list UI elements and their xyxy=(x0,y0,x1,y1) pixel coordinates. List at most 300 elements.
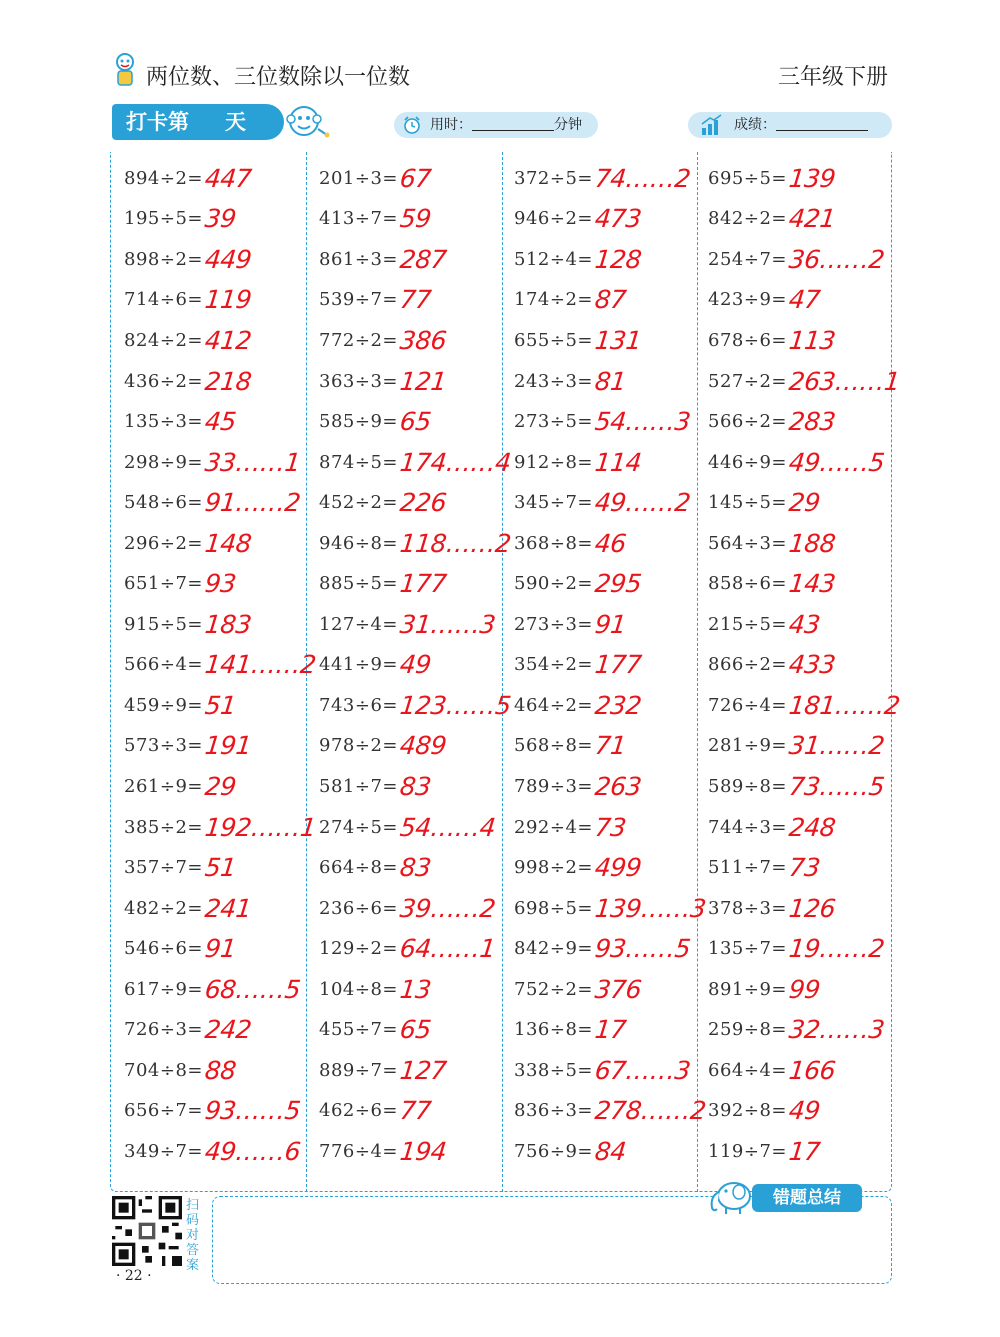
problem-question: 281÷9= xyxy=(708,735,787,757)
problem-row xyxy=(124,280,314,321)
page-title: 两位数、三位数除以一位数 xyxy=(146,65,411,90)
problem-question: 127÷4= xyxy=(319,613,398,635)
problem-row xyxy=(124,766,314,807)
problem-row xyxy=(319,239,509,280)
handwritten-answer: 194 xyxy=(398,1136,448,1166)
problem-question: 726÷3= xyxy=(124,1019,203,1041)
problem-row xyxy=(319,1009,509,1050)
checkin-banner xyxy=(112,104,284,140)
problem-question: 548÷6= xyxy=(124,492,203,514)
handwritten-answer: 51 xyxy=(203,853,238,883)
problem-question: 372÷5= xyxy=(514,167,593,189)
problem-question: 885÷5= xyxy=(319,573,398,595)
problem-row xyxy=(319,401,509,442)
problem-row xyxy=(708,969,898,1010)
problem-row xyxy=(319,685,513,726)
problem-row xyxy=(514,1131,704,1172)
handwritten-answer: 499 xyxy=(593,853,643,883)
problem-row xyxy=(514,928,704,969)
problem-question: 678÷6= xyxy=(708,329,787,351)
handwritten-answer: 29 xyxy=(787,488,822,518)
handwritten-answer: 59 xyxy=(398,204,433,234)
handwritten-answer: 226 xyxy=(398,488,448,518)
handwritten-answer: 166 xyxy=(787,1055,837,1085)
problem-row xyxy=(708,482,898,523)
qr-code-icon[interactable] xyxy=(112,1196,182,1266)
problem-row xyxy=(708,320,898,361)
handwritten-answer: 421 xyxy=(787,204,837,234)
problem-question: 274÷5= xyxy=(319,816,398,838)
handwritten-answer: 47 xyxy=(787,285,822,315)
problem-row xyxy=(319,807,509,848)
handwritten-answer: 17 xyxy=(593,1015,628,1045)
handwritten-answer: 127 xyxy=(398,1055,448,1085)
problem-row xyxy=(124,158,314,199)
problem-question: 581÷7= xyxy=(319,775,398,797)
problem-row xyxy=(319,1131,509,1172)
problem-question: 368÷8= xyxy=(514,532,593,554)
handwritten-answer: 181……2 xyxy=(787,690,902,720)
problem-question: 345÷7= xyxy=(514,492,593,514)
problem-row xyxy=(319,280,509,321)
problem-question: 215÷5= xyxy=(708,613,787,635)
problem-row xyxy=(319,645,509,686)
problem-question: 135÷7= xyxy=(708,938,787,960)
handwritten-answer: 73 xyxy=(593,812,628,842)
problem-row xyxy=(514,239,704,280)
problem-question: 354÷2= xyxy=(514,654,593,676)
problem-question: 292÷4= xyxy=(514,816,593,838)
problem-question: 842÷2= xyxy=(708,208,787,230)
problem-row xyxy=(124,888,314,929)
handwritten-answer: 51 xyxy=(203,690,238,720)
problem-row xyxy=(319,442,513,483)
problem-question: 512÷4= xyxy=(514,248,593,270)
problem-row xyxy=(514,807,704,848)
problem-question: 898÷2= xyxy=(124,248,203,270)
problem-question: 261÷9= xyxy=(124,775,203,797)
problem-row xyxy=(708,523,898,564)
problem-question: 436÷2= xyxy=(124,370,203,392)
handwritten-answer: 295 xyxy=(593,569,643,599)
problem-question: 527÷2= xyxy=(708,370,787,392)
handwritten-answer: 91 xyxy=(593,609,628,639)
handwritten-answer: 31……3 xyxy=(398,609,497,639)
problem-question: 441÷9= xyxy=(319,654,398,676)
problem-question: 423÷9= xyxy=(708,289,787,311)
problem-question: 656÷7= xyxy=(124,1100,203,1122)
handwritten-answer: 386 xyxy=(398,325,448,355)
problem-question: 338÷5= xyxy=(514,1059,593,1081)
handwritten-answer: 29 xyxy=(203,771,238,801)
problem-row xyxy=(708,928,898,969)
handwritten-answer: 46 xyxy=(593,528,628,558)
problem-row xyxy=(708,645,898,686)
time-input-line[interactable] xyxy=(472,116,554,131)
handwritten-answer: 81 xyxy=(593,366,628,396)
handwritten-answer: 412 xyxy=(203,325,253,355)
problem-row xyxy=(319,928,509,969)
score-input-line[interactable] xyxy=(776,116,868,131)
problem-row xyxy=(514,401,704,442)
problem-row xyxy=(708,1009,898,1050)
problem-question: 912÷8= xyxy=(514,451,593,473)
problem-row xyxy=(514,604,704,645)
problem-question: 145÷5= xyxy=(708,492,787,514)
handwritten-answer: 93……5 xyxy=(203,1096,302,1126)
problem-column-1 xyxy=(124,158,318,1172)
problem-question: 378÷3= xyxy=(708,897,787,919)
handwritten-answer: 287 xyxy=(398,244,448,274)
problem-question: 462÷6= xyxy=(319,1100,398,1122)
problem-row xyxy=(124,239,314,280)
problem-row xyxy=(124,523,314,564)
problem-question: 296÷2= xyxy=(124,532,203,554)
handwritten-answer: 67……3 xyxy=(593,1055,692,1085)
problem-row xyxy=(708,604,898,645)
problem-question: 772÷2= xyxy=(319,329,398,351)
problem-row xyxy=(514,847,704,888)
problem-row xyxy=(124,685,314,726)
problem-question: 585÷9= xyxy=(319,411,398,433)
problem-row xyxy=(124,442,314,483)
problem-question: 136÷8= xyxy=(514,1019,593,1041)
problem-question: 201÷3= xyxy=(319,167,398,189)
handwritten-answer: 99 xyxy=(787,974,822,1004)
problem-row xyxy=(124,401,314,442)
handwritten-answer: 241 xyxy=(203,893,253,923)
problem-row xyxy=(319,320,509,361)
problem-question: 842÷9= xyxy=(514,938,593,960)
handwritten-answer: 263……1 xyxy=(787,366,902,396)
problem-question: 546÷6= xyxy=(124,938,203,960)
handwritten-answer: 449 xyxy=(203,244,253,274)
handwritten-answer: 139……3 xyxy=(593,893,708,923)
kid-mascot-icon xyxy=(110,52,140,88)
problem-question: 357÷7= xyxy=(124,857,203,879)
problem-row xyxy=(124,1131,314,1172)
handwritten-answer: 139 xyxy=(787,163,837,193)
problem-question: 119÷7= xyxy=(708,1140,787,1162)
problem-row xyxy=(708,563,898,604)
problem-row xyxy=(124,847,314,888)
problem-question: 889÷7= xyxy=(319,1059,398,1081)
problem-row xyxy=(708,807,898,848)
handwritten-answer: 45 xyxy=(203,407,238,437)
problem-row xyxy=(514,158,704,199)
problem-question: 861÷3= xyxy=(319,248,398,270)
handwritten-answer: 121 xyxy=(398,366,448,396)
handwritten-answer: 447 xyxy=(203,163,253,193)
problem-row xyxy=(514,1050,704,1091)
problem-question: 590÷2= xyxy=(514,573,593,595)
scan-qr-caption: 扫码对答案 xyxy=(186,1198,200,1273)
problem-row xyxy=(708,766,898,807)
problem-question: 978÷2= xyxy=(319,735,398,757)
handwritten-answer: 39 xyxy=(203,204,238,234)
problem-row xyxy=(319,158,509,199)
problem-row xyxy=(514,199,704,240)
problem-question: 363÷3= xyxy=(319,370,398,392)
handwritten-answer: 93……5 xyxy=(593,934,692,964)
problem-question: 135÷3= xyxy=(124,411,203,433)
problem-question: 566÷2= xyxy=(708,411,787,433)
handwritten-answer: 83 xyxy=(398,771,433,801)
problem-question: 726÷4= xyxy=(708,694,787,716)
problem-question: 273÷3= xyxy=(514,613,593,635)
handwritten-answer: 39……2 xyxy=(398,893,497,923)
problem-row xyxy=(708,685,902,726)
problem-question: 455÷7= xyxy=(319,1019,398,1041)
problem-question: 511÷7= xyxy=(708,857,787,879)
problem-question: 655÷5= xyxy=(514,329,593,351)
handwritten-answer: 126 xyxy=(787,893,837,923)
problem-question: 617÷9= xyxy=(124,978,203,1000)
handwritten-answer: 64……1 xyxy=(398,934,497,964)
problem-question: 866÷2= xyxy=(708,654,787,676)
handwritten-answer: 119 xyxy=(203,285,253,315)
problem-question: 752÷2= xyxy=(514,978,593,1000)
handwritten-answer: 67 xyxy=(398,163,433,193)
problem-question: 566÷4= xyxy=(124,654,203,676)
problem-question: 894÷2= xyxy=(124,167,203,189)
handwritten-answer: 192……1 xyxy=(203,812,318,842)
handwritten-answer: 49……6 xyxy=(203,1136,302,1166)
problem-row xyxy=(514,1091,708,1132)
problem-row xyxy=(708,401,898,442)
problem-question: 891÷9= xyxy=(708,978,787,1000)
handwritten-answer: 49 xyxy=(398,650,433,680)
problem-question: 104÷8= xyxy=(319,978,398,1000)
problem-row xyxy=(124,1050,314,1091)
handwritten-answer: 83 xyxy=(398,853,433,883)
handwritten-answer: 88 xyxy=(203,1055,238,1085)
problem-row xyxy=(319,199,509,240)
handwritten-answer: 123……5 xyxy=(398,690,513,720)
problem-question: 744÷3= xyxy=(708,816,787,838)
problem-row xyxy=(708,158,898,199)
problem-row xyxy=(319,563,509,604)
problem-question: 946÷2= xyxy=(514,208,593,230)
problem-question: 243÷3= xyxy=(514,370,593,392)
elephant-icon xyxy=(706,1176,754,1216)
checkin-prefix: 打卡第 xyxy=(126,110,189,134)
problem-question: 129÷2= xyxy=(319,938,398,960)
handwritten-answer: 84 xyxy=(593,1136,628,1166)
handwritten-answer: 177 xyxy=(398,569,448,599)
monkey-mascot-icon xyxy=(284,99,330,145)
handwritten-answer: 114 xyxy=(593,447,643,477)
problem-row xyxy=(514,482,704,523)
problem-row xyxy=(514,766,704,807)
problem-row xyxy=(319,766,509,807)
handwritten-answer: 188 xyxy=(787,528,837,558)
time-unit: 分钟 xyxy=(554,117,582,133)
problem-row xyxy=(514,442,704,483)
handwritten-answer: 283 xyxy=(787,407,837,437)
problem-row xyxy=(514,361,704,402)
problem-row xyxy=(514,685,704,726)
handwritten-answer: 31……2 xyxy=(787,731,886,761)
problem-row xyxy=(708,280,898,321)
checkin-suffix: 天 xyxy=(225,110,246,134)
problem-row xyxy=(124,726,314,767)
problem-question: 573÷3= xyxy=(124,735,203,757)
handwritten-answer: 68……5 xyxy=(203,974,302,1004)
handwritten-answer: 17 xyxy=(787,1136,822,1166)
problem-question: 452÷2= xyxy=(319,492,398,514)
problem-row xyxy=(319,888,509,929)
problem-row xyxy=(124,361,314,402)
problem-row xyxy=(319,361,509,402)
problem-question: 836÷3= xyxy=(514,1100,593,1122)
handwritten-answer: 49 xyxy=(787,1096,822,1126)
score-label: 成绩： xyxy=(734,117,776,133)
problem-row xyxy=(319,604,509,645)
handwritten-answer: 131 xyxy=(593,325,643,355)
problem-row xyxy=(708,1131,898,1172)
handwritten-answer: 143 xyxy=(787,569,837,599)
problem-question: 915÷5= xyxy=(124,613,203,635)
handwritten-answer: 278……2 xyxy=(593,1096,708,1126)
handwritten-answer: 148 xyxy=(203,528,253,558)
problem-row xyxy=(124,320,314,361)
handwritten-answer: 489 xyxy=(398,731,448,761)
problem-row xyxy=(124,1091,314,1132)
problem-question: 776÷4= xyxy=(319,1140,398,1162)
problem-row xyxy=(124,928,314,969)
problem-question: 858÷6= xyxy=(708,573,787,595)
handwritten-answer: 91 xyxy=(203,934,238,964)
problem-question: 789÷3= xyxy=(514,775,593,797)
handwritten-answer: 33……1 xyxy=(203,447,302,477)
problem-question: 385÷2= xyxy=(124,816,203,838)
handwritten-answer: 118……2 xyxy=(398,528,513,558)
problem-question: 236÷6= xyxy=(319,897,398,919)
handwritten-answer: 74……2 xyxy=(593,163,692,193)
problem-question: 254÷7= xyxy=(708,248,787,270)
problem-question: 174÷2= xyxy=(514,289,593,311)
handwritten-answer: 263 xyxy=(593,771,643,801)
handwritten-answer: 177 xyxy=(593,650,643,680)
problem-question: 259÷8= xyxy=(708,1019,787,1041)
problem-question: 459÷9= xyxy=(124,694,203,716)
problem-question: 446÷9= xyxy=(708,451,787,473)
handwritten-answer: 13 xyxy=(398,974,433,1004)
problem-question: 824÷2= xyxy=(124,329,203,351)
problem-row xyxy=(319,847,509,888)
problem-row xyxy=(708,847,898,888)
handwritten-answer: 376 xyxy=(593,974,643,1004)
problem-question: 714÷6= xyxy=(124,289,203,311)
problem-question: 695÷5= xyxy=(708,167,787,189)
handwritten-answer: 54……4 xyxy=(398,812,497,842)
problem-row xyxy=(124,563,314,604)
problem-question: 704÷8= xyxy=(124,1059,203,1081)
problem-row xyxy=(708,1091,898,1132)
handwritten-answer: 128 xyxy=(593,244,643,274)
handwritten-answer: 93 xyxy=(203,569,238,599)
problem-row xyxy=(319,1050,509,1091)
problem-question: 756÷9= xyxy=(514,1140,593,1162)
problem-question: 195÷5= xyxy=(124,208,203,230)
problem-question: 392÷8= xyxy=(708,1100,787,1122)
problem-row xyxy=(124,969,314,1010)
handwritten-answer: 242 xyxy=(203,1015,253,1045)
mistake-summary-label: 错题总结 xyxy=(752,1184,862,1212)
problem-row xyxy=(124,1009,314,1050)
problem-row xyxy=(514,320,704,361)
problem-question: 298÷9= xyxy=(124,451,203,473)
problem-question: 539÷7= xyxy=(319,289,398,311)
handwritten-answer: 174……4 xyxy=(398,447,513,477)
problem-row xyxy=(319,726,509,767)
problem-row xyxy=(124,807,318,848)
bar-chart-icon xyxy=(700,114,724,136)
problem-row xyxy=(708,239,898,280)
handwritten-answer: 218 xyxy=(203,366,253,396)
problem-question: 349÷7= xyxy=(124,1140,203,1162)
problem-question: 273÷5= xyxy=(514,411,593,433)
problem-question: 874÷5= xyxy=(319,451,398,473)
problem-question: 998÷2= xyxy=(514,857,593,879)
handwritten-answer: 113 xyxy=(787,325,837,355)
handwritten-answer: 43 xyxy=(787,609,822,639)
problem-question: 589÷8= xyxy=(708,775,787,797)
problem-row xyxy=(514,563,704,604)
time-label: 用时： xyxy=(430,117,472,133)
problem-column-3 xyxy=(514,158,708,1172)
handwritten-answer: 473 xyxy=(593,204,643,234)
handwritten-answer: 433 xyxy=(787,650,837,680)
handwritten-answer: 65 xyxy=(398,1015,433,1045)
problem-row xyxy=(319,969,509,1010)
problem-question: 464÷2= xyxy=(514,694,593,716)
problem-question: 664÷8= xyxy=(319,857,398,879)
problem-question: 698÷5= xyxy=(514,897,593,919)
alarm-clock-icon xyxy=(402,115,422,135)
handwritten-answer: 183 xyxy=(203,609,253,639)
handwritten-answer: 91……2 xyxy=(203,488,302,518)
handwritten-answer: 49……5 xyxy=(787,447,886,477)
problem-row xyxy=(708,1050,898,1091)
handwritten-answer: 54……3 xyxy=(593,407,692,437)
handwritten-answer: 191 xyxy=(203,731,253,761)
handwritten-answer: 141……2 xyxy=(203,650,318,680)
problem-question: 482÷2= xyxy=(124,897,203,919)
handwritten-answer: 73 xyxy=(787,853,822,883)
problem-question: 664÷4= xyxy=(708,1059,787,1081)
handwritten-answer: 65 xyxy=(398,407,433,437)
problem-row xyxy=(124,604,314,645)
handwritten-answer: 87 xyxy=(593,285,628,315)
grade-label: 三年级下册 xyxy=(777,65,888,90)
problem-question: 568÷8= xyxy=(514,735,593,757)
handwritten-answer: 71 xyxy=(593,731,628,761)
handwritten-answer: 36……2 xyxy=(787,244,886,274)
problem-row xyxy=(514,726,704,767)
handwritten-answer: 19……2 xyxy=(787,934,886,964)
handwritten-answer: 77 xyxy=(398,1096,433,1126)
problem-row xyxy=(708,442,898,483)
problem-row xyxy=(514,888,708,929)
problem-row xyxy=(319,482,509,523)
problem-row xyxy=(124,199,314,240)
problem-question: 946÷8= xyxy=(319,532,398,554)
problem-row xyxy=(319,523,513,564)
problem-question: 743÷6= xyxy=(319,694,398,716)
problem-column-4 xyxy=(708,158,902,1172)
